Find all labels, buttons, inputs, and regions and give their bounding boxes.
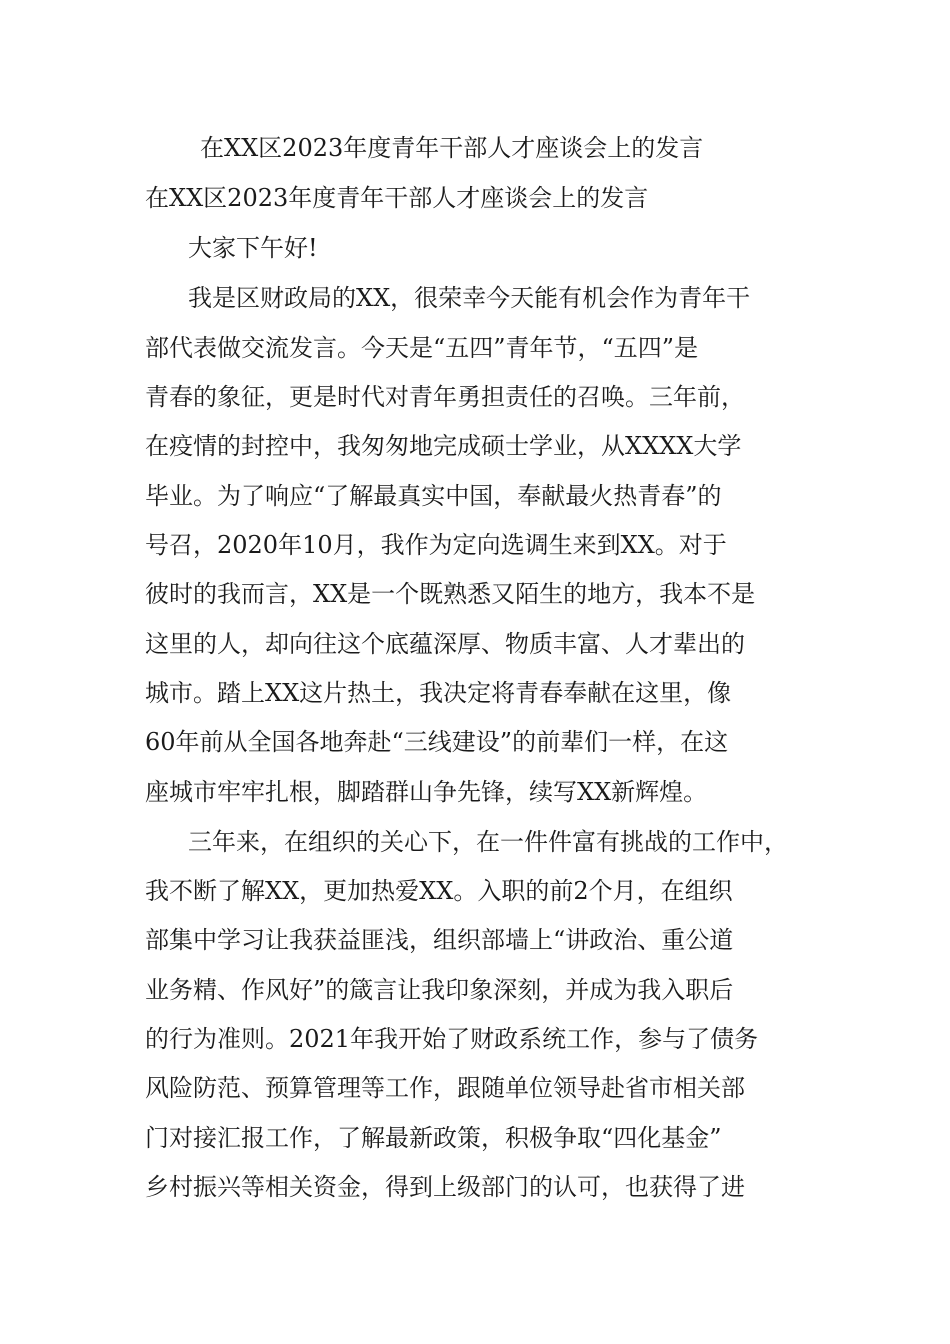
paragraph-line: 号召，2020年10月，我作为定向选调生来到XX。对于 — [145, 531, 727, 559]
document-title: 在XX区2023年度青年干部人才座谈会上的发言 — [200, 134, 704, 162]
paragraph-line: 三年来，在组织的关心下，在一件件富有挑战的工作中， — [188, 828, 788, 856]
paragraph-line: 毕业。为了响应“了解最真实中国，奉献最火热青春”的 — [145, 482, 722, 510]
paragraph-line: 部代表做交流发言。今天是“五四”青年节，“五四”是 — [145, 334, 699, 362]
paragraph-line: 门对接汇报工作，了解最新政策，积极争取“四化基金” — [145, 1124, 722, 1152]
paragraph-line: 我是区财政局的XX，很荣幸今天能有机会作为青年干 — [188, 284, 751, 312]
paragraph-line: 青春的象征，更是时代对青年勇担责任的召唤。三年前， — [145, 383, 745, 411]
paragraph-line: 的行为准则。2021年我开始了财政系统工作，参与了债务 — [145, 1025, 759, 1053]
paragraph-line: 部集中学习让我获益匪浅，组织部墙上“讲政治、重公道 — [145, 926, 734, 954]
paragraph-line: 城市。踏上XX这片热土，我决定将青春奉献在这里，像 — [145, 679, 732, 707]
paragraph-line: 我不断了解XX，更加热爱XX。入职的前2个月，在组织 — [145, 877, 733, 905]
paragraph-line: 这里的人，却向往这个底蕴深厚、物质丰富、人才辈出的 — [145, 630, 745, 658]
greeting-line: 大家下午好! — [188, 234, 318, 262]
paragraph-line: 60年前从全国各地奔赴“三线建设”的前辈们一样，在这 — [145, 728, 729, 756]
paragraph-line: 在疫情的封控中，我匆匆地完成硕士学业，从XXXX大学 — [145, 432, 742, 460]
document-subtitle: 在XX区2023年度青年干部人才座谈会上的发言 — [145, 184, 649, 212]
paragraph-line: 风险防范、预算管理等工作，跟随单位领导赴省市相关部 — [145, 1074, 745, 1102]
paragraph-line: 座城市牢牢扎根，脚踏群山争先锋，续写XX新辉煌。 — [145, 778, 708, 806]
paragraph-line: 业务精、作风好”的箴言让我印象深刻，并成为我入职后 — [145, 976, 734, 1004]
paragraph-line: 乡村振兴等相关资金，得到上级部门的认可，也获得了进 — [145, 1173, 745, 1201]
paragraph-line: 彼时的我而言，XX是一个既熟悉又陌生的地方，我本不是 — [145, 580, 756, 608]
